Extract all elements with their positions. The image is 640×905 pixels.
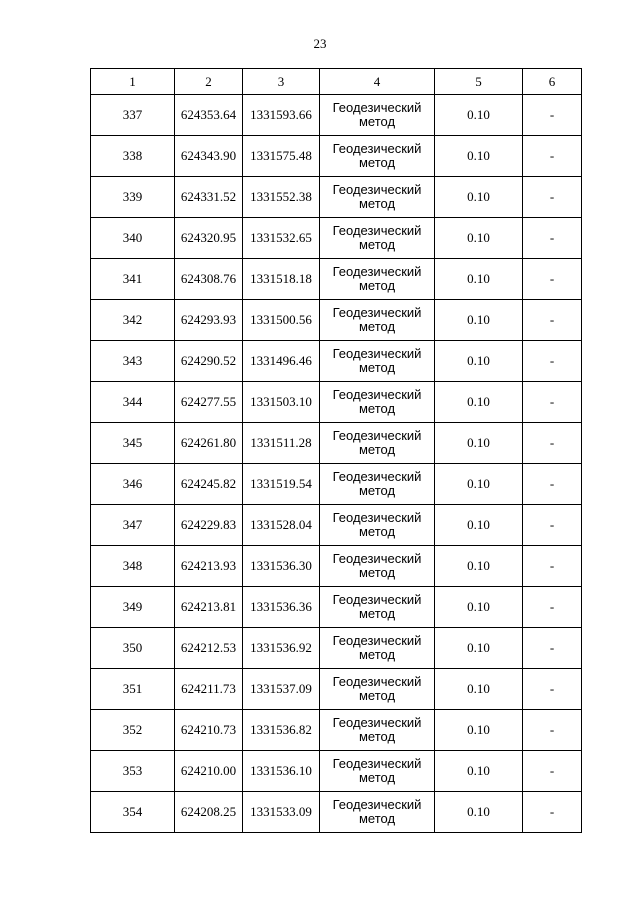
point-number-cell: 350	[91, 628, 175, 669]
method-cell	[320, 464, 435, 505]
method-cell	[320, 505, 435, 546]
point-number-cell: 337	[91, 95, 175, 136]
x-coordinate-cell: 624213.81	[175, 587, 243, 628]
method-cell	[320, 423, 435, 464]
method-line-1: Геодезический	[332, 756, 422, 771]
method-cell	[320, 177, 435, 218]
point-number-cell: 351	[91, 669, 175, 710]
point-number-cell: 346	[91, 464, 175, 505]
y-coordinate-cell: 1331533.09	[243, 792, 320, 833]
x-coordinate-cell: 624277.55	[175, 382, 243, 423]
method-cell	[320, 136, 435, 177]
accuracy-cell: 0.10	[435, 300, 523, 341]
point-number-cell: 349	[91, 587, 175, 628]
y-coordinate-cell: 1331575.48	[243, 136, 320, 177]
x-coordinate-cell: 624353.64	[175, 95, 243, 136]
table-row	[91, 300, 582, 341]
accuracy-cell: 0.10	[435, 259, 523, 300]
method-line-2: метод	[358, 770, 396, 785]
note-cell: -	[523, 341, 582, 382]
table-row	[91, 95, 582, 136]
method-line-2: метод	[358, 442, 396, 457]
table-row	[91, 177, 582, 218]
accuracy-cell: 0.10	[435, 218, 523, 259]
point-number-cell: 345	[91, 423, 175, 464]
x-coordinate-cell: 624290.52	[175, 341, 243, 382]
table-row	[91, 341, 582, 382]
method-cell	[320, 710, 435, 751]
x-coordinate-cell: 624261.80	[175, 423, 243, 464]
point-number-cell: 347	[91, 505, 175, 546]
accuracy-cell: 0.10	[435, 177, 523, 218]
x-coordinate-cell: 624212.53	[175, 628, 243, 669]
accuracy-cell: 0.10	[435, 792, 523, 833]
method-cell	[320, 95, 435, 136]
method-line-1: Геодезический	[332, 674, 422, 689]
coordinates-table	[90, 68, 582, 833]
x-coordinate-cell: 624208.25	[175, 792, 243, 833]
point-number-cell: 353	[91, 751, 175, 792]
method-line-2: метод	[358, 524, 396, 539]
method-line-2: метод	[358, 196, 396, 211]
table-row	[91, 505, 582, 546]
table-row	[91, 423, 582, 464]
x-coordinate-cell: 624211.73	[175, 669, 243, 710]
x-coordinate-cell: 624213.93	[175, 546, 243, 587]
method-line-1: Геодезический	[332, 551, 422, 566]
point-number-cell: 343	[91, 341, 175, 382]
table-row	[91, 259, 582, 300]
accuracy-cell: 0.10	[435, 628, 523, 669]
table-row	[91, 382, 582, 423]
x-coordinate-cell: 624308.76	[175, 259, 243, 300]
method-cell	[320, 218, 435, 259]
point-number-cell: 354	[91, 792, 175, 833]
table-row	[91, 136, 582, 177]
point-number-cell: 348	[91, 546, 175, 587]
method-line-2: метод	[358, 688, 396, 703]
column-header-4: 4	[320, 69, 435, 95]
method-line-2: метод	[358, 647, 396, 662]
note-cell: -	[523, 505, 582, 546]
table-row	[91, 628, 582, 669]
accuracy-cell: 0.10	[435, 669, 523, 710]
accuracy-cell: 0.10	[435, 710, 523, 751]
column-header-1: 1	[91, 69, 175, 95]
accuracy-cell: 0.10	[435, 587, 523, 628]
method-line-2: метод	[358, 729, 396, 744]
y-coordinate-cell: 1331536.82	[243, 710, 320, 751]
column-header-5: 5	[435, 69, 523, 95]
method-line-2: метод	[358, 565, 396, 580]
method-line-2: метод	[358, 114, 396, 129]
x-coordinate-cell: 624320.95	[175, 218, 243, 259]
method-line-1: Геодезический	[332, 510, 422, 525]
table-row	[91, 587, 582, 628]
method-line-1: Геодезический	[332, 346, 422, 361]
y-coordinate-cell: 1331536.36	[243, 587, 320, 628]
note-cell: -	[523, 136, 582, 177]
y-coordinate-cell: 1331532.65	[243, 218, 320, 259]
y-coordinate-cell: 1331511.28	[243, 423, 320, 464]
accuracy-cell: 0.10	[435, 505, 523, 546]
method-line-1: Геодезический	[332, 715, 422, 730]
note-cell: -	[523, 382, 582, 423]
y-coordinate-cell: 1331519.54	[243, 464, 320, 505]
table-row	[91, 669, 582, 710]
x-coordinate-cell: 624210.73	[175, 710, 243, 751]
method-line-2: метод	[358, 360, 396, 375]
method-line-1: Геодезический	[332, 100, 422, 115]
method-line-2: метод	[358, 237, 396, 252]
y-coordinate-cell: 1331536.10	[243, 751, 320, 792]
method-cell	[320, 300, 435, 341]
method-cell	[320, 669, 435, 710]
table-body	[91, 95, 582, 833]
y-coordinate-cell: 1331528.04	[243, 505, 320, 546]
method-line-2: метод	[358, 319, 396, 334]
page-number: 23	[313, 36, 327, 51]
method-line-1: Геодезический	[332, 469, 422, 484]
table-row	[91, 710, 582, 751]
method-line-1: Геодезический	[332, 264, 422, 279]
column-header-3: 3	[243, 69, 320, 95]
note-cell: -	[523, 464, 582, 505]
note-cell: -	[523, 710, 582, 751]
note-cell: -	[523, 792, 582, 833]
note-cell: -	[523, 546, 582, 587]
method-line-2: метод	[358, 155, 396, 170]
point-number-cell: 340	[91, 218, 175, 259]
note-cell: -	[523, 95, 582, 136]
method-cell	[320, 628, 435, 669]
y-coordinate-cell: 1331503.10	[243, 382, 320, 423]
column-header-2: 2	[175, 69, 243, 95]
note-cell: -	[523, 177, 582, 218]
accuracy-cell: 0.10	[435, 751, 523, 792]
x-coordinate-cell: 624331.52	[175, 177, 243, 218]
note-cell: -	[523, 587, 582, 628]
table-row	[91, 546, 582, 587]
y-coordinate-cell: 1331536.30	[243, 546, 320, 587]
accuracy-cell: 0.10	[435, 546, 523, 587]
y-coordinate-cell: 1331536.92	[243, 628, 320, 669]
method-line-1: Геодезический	[332, 182, 422, 197]
note-cell: -	[523, 628, 582, 669]
note-cell: -	[523, 751, 582, 792]
y-coordinate-cell: 1331537.09	[243, 669, 320, 710]
point-number-cell: 338	[91, 136, 175, 177]
accuracy-cell: 0.10	[435, 464, 523, 505]
method-line-2: метод	[358, 606, 396, 621]
method-line-2: метод	[358, 811, 396, 826]
method-cell	[320, 546, 435, 587]
x-coordinate-cell: 624210.00	[175, 751, 243, 792]
column-header-6: 6	[523, 69, 582, 95]
method-line-2: метод	[358, 278, 396, 293]
method-line-1: Геодезический	[332, 592, 422, 607]
point-number-cell: 342	[91, 300, 175, 341]
method-line-1: Геодезический	[332, 387, 422, 402]
method-line-1: Геодезический	[332, 797, 422, 812]
method-line-1: Геодезический	[332, 141, 422, 156]
y-coordinate-cell: 1331552.38	[243, 177, 320, 218]
note-cell: -	[523, 300, 582, 341]
y-coordinate-cell: 1331500.56	[243, 300, 320, 341]
y-coordinate-cell: 1331496.46	[243, 341, 320, 382]
method-cell	[320, 259, 435, 300]
x-coordinate-cell: 624245.82	[175, 464, 243, 505]
point-number-cell: 344	[91, 382, 175, 423]
y-coordinate-cell: 1331518.18	[243, 259, 320, 300]
method-line-2: метод	[358, 483, 396, 498]
accuracy-cell: 0.10	[435, 136, 523, 177]
point-number-cell: 352	[91, 710, 175, 751]
method-cell	[320, 382, 435, 423]
point-number-cell: 339	[91, 177, 175, 218]
table-header-row	[91, 69, 582, 95]
method-line-1: Геодезический	[332, 633, 422, 648]
method-cell	[320, 587, 435, 628]
x-coordinate-cell: 624229.83	[175, 505, 243, 546]
method-line-1: Геодезический	[332, 428, 422, 443]
y-coordinate-cell: 1331593.66	[243, 95, 320, 136]
note-cell: -	[523, 423, 582, 464]
method-line-2: метод	[358, 401, 396, 416]
method-cell	[320, 341, 435, 382]
table-row	[91, 792, 582, 833]
method-line-1: Геодезический	[332, 305, 422, 320]
accuracy-cell: 0.10	[435, 423, 523, 464]
x-coordinate-cell: 624293.93	[175, 300, 243, 341]
x-coordinate-cell: 624343.90	[175, 136, 243, 177]
point-number-cell: 341	[91, 259, 175, 300]
note-cell: -	[523, 218, 582, 259]
note-cell: -	[523, 259, 582, 300]
note-cell: -	[523, 669, 582, 710]
table-row	[91, 218, 582, 259]
accuracy-cell: 0.10	[435, 382, 523, 423]
table-row	[91, 464, 582, 505]
method-cell	[320, 792, 435, 833]
table-row	[91, 751, 582, 792]
accuracy-cell: 0.10	[435, 341, 523, 382]
method-line-1: Геодезический	[332, 223, 422, 238]
method-cell	[320, 751, 435, 792]
accuracy-cell: 0.10	[435, 95, 523, 136]
